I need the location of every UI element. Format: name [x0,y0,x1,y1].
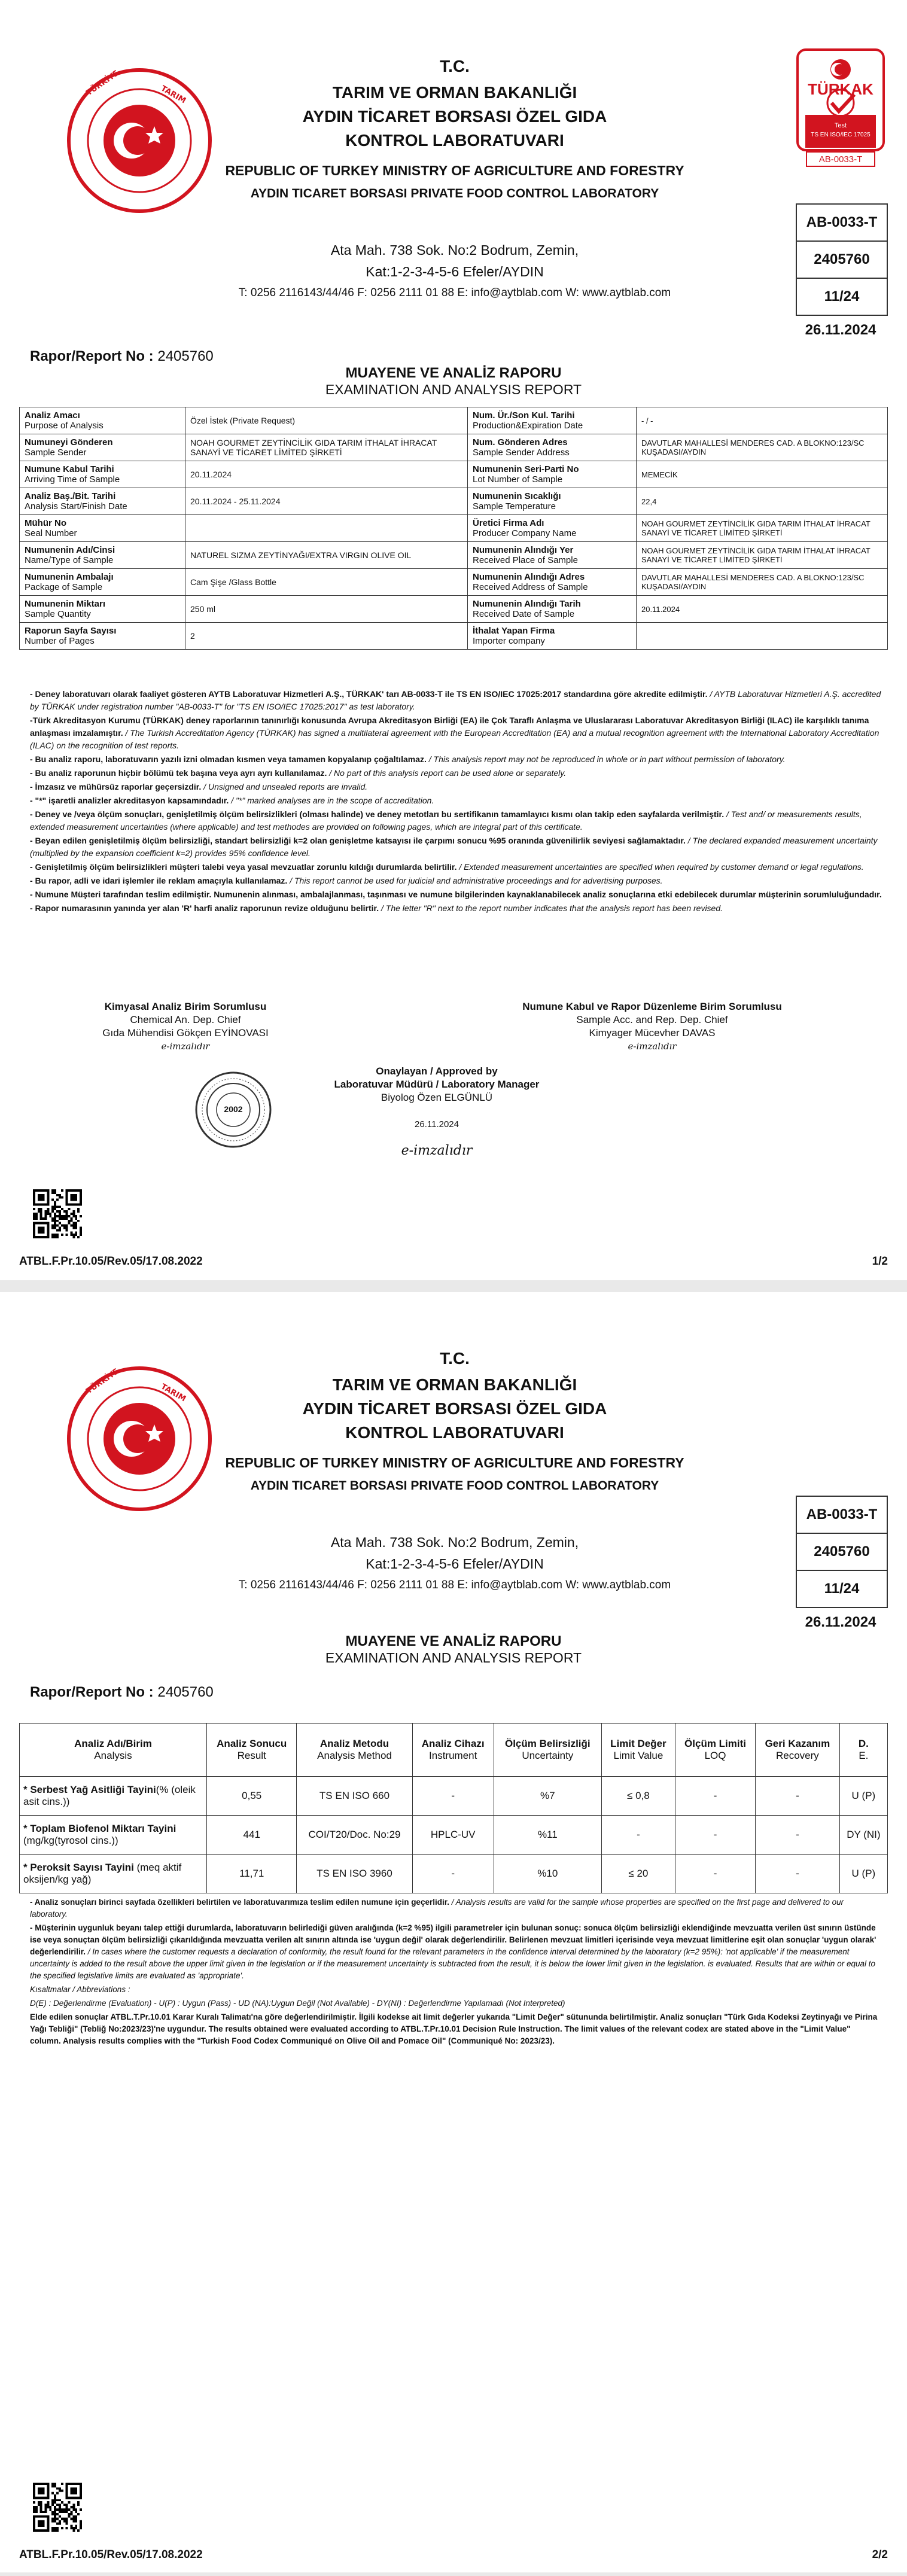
results-cell-limit: - [601,1816,675,1855]
qr-code-icon [33,2483,82,2532]
note-bold: - Rapor numarasının yanında yer alan 'R' harfi analiz raporunun revize olduğunu belirtir. [30,903,379,913]
info-value-right: 22,4 [637,488,888,515]
note-line [30,902,882,915]
note-italic: / Extended measurement uncertainties are specified when required by customer demand or legal regulations. [456,862,864,872]
turkak-code: AB-0033-T [818,154,863,165]
footer-page-number: 1/2 [872,1255,888,1268]
report-page-2 [0,1292,907,2572]
info-label-tr: Numune Kabul Tarihi [25,464,114,474]
report-code: 2405760 [797,1534,887,1571]
results-cell-loq: - [675,1777,755,1816]
note-bold: - "*" işaretli analizler akreditasyon kapsamındadır. [30,796,229,805]
header-lab-tr: KONTROL LABORATUVARI [345,131,564,150]
results-header [675,1724,755,1777]
info-label-right [468,623,637,650]
note-bold: - Beyan edilen genişletilmiş ölçüm belirsizliği, standart belirsizliği k=2 olan genişletme katsayısı ile çarpımı sonucu %95 oranında güvenilirlik seviyesi sağlamaktadır. [30,836,686,845]
report-code: 2405760 [797,242,887,279]
info-row [20,569,888,596]
info-value-right: NOAH GOURMET ZEYTİNCİLİK GIDA TARIM İTHALAT İHRACAT SANAYİ VE TİCARET LİMİTED ŞİRKETİ [637,515,888,542]
note-line [30,794,882,807]
info-row [20,407,888,434]
note-italic: / Analysis results are valid for the sample whose properties are specified on the first page and delivered to our laboratory. [30,1898,844,1919]
info-value-right: 20.11.2024 [637,596,888,623]
header-exchange-tr: AYDIN TİCARET BORSASI ÖZEL GIDA [302,107,607,126]
turkak-sub2: TS EN ISO/IEC 17025 [811,132,871,138]
results-header-en: Analysis Method [317,1750,392,1761]
note-italic: / No part of this analysis report can be used alone or separately. [327,768,567,778]
chem-sub: Chemical An. Dep. Chief [130,1014,241,1025]
info-label [20,542,185,569]
info-label-right-en: Received Place of Sample [473,555,578,565]
results-cell-unc: %11 [494,1816,601,1855]
sample-info-table [19,407,888,650]
note-line [30,808,882,833]
results-cell-rec: - [756,1777,840,1816]
accept-name: Kimyager Mücevher DAVAS [589,1027,716,1039]
results-header-en: LOQ [704,1750,726,1761]
note-line [30,767,882,780]
results-header-tr: Ölçüm Belirsizliği [504,1738,591,1749]
chem-signature [96,1000,275,1053]
address-line-1: Ata Mah. 738 Sok. No:2 Bodrum, Zemin, [330,242,579,258]
results-note-line [30,2011,882,2047]
info-label-en: Sample Quantity [25,609,91,619]
chem-title: Kimyasal Analiz Birim Sorumlusu [104,1001,267,1012]
stamp-year: 2002 [224,1104,243,1114]
approval-signature [317,1065,556,1158]
note-italic: / In cases where the customer requests a declaration of conformity, the result found for the relevant parameters in the confidence interval determined by the laboratory (k=2 95%): 'not applicable' if the measurement uncertainty is added to the result above the upper limit given in the legislation or if the measurement uncertainty is subtracted from the result, it is below the lower limit given in the legislation. is evaluated. Results that are within or equal to the specified legislative limits are evaluated as 'appropriate'. [30,1947,875,1980]
report-number [30,348,214,365]
info-label-en: Seal Number [25,528,77,538]
accept-signature [497,1000,808,1053]
info-label-right [468,407,637,434]
results-header [207,1724,297,1777]
analysis-name [20,1777,207,1816]
info-label-en: Sample Sender [25,447,87,458]
info-label [20,596,185,623]
info-label-tr: Numunenin Ambalajı [25,572,114,582]
results-cell-limit: ≤ 0,8 [601,1777,675,1816]
info-label-right-en: Producer Company Name [473,528,577,538]
info-label-right-tr: Numunenin Seri-Parti No [473,464,579,474]
note-bold: - Numune Müşteri tarafından teslim edilmiştir. Numunenin alınması, ambalajlanması, taşınması ve numune bilgilerinden kaynaklanabilecek analiz sonuçlarına etki edebilecek durumlar müşterinin sorumluluğundadır. [30,890,882,899]
results-cell-de: U (P) [839,1855,887,1893]
results-cell-method: COI/T20/Doc. No:29 [297,1816,412,1855]
results-note-line [30,1922,882,1982]
svg-text:TÜRKİYE: TÜRKİYE [84,1367,121,1396]
info-label-right-en: Received Address of Sample [473,582,588,592]
info-label-en: Purpose of Analysis [25,421,104,431]
header-exchange-tr: AYDIN TİCARET BORSASI ÖZEL GIDA [302,1399,607,1418]
info-value-right: - / - [637,407,888,434]
analysis-name-bold: * Peroksit Sayısı Tayini [23,1862,134,1873]
info-label-right-tr: Num. Ür./Son Kul. Tarihi [473,410,575,421]
info-label-tr: Mühür No [25,518,66,528]
results-cell-result: 0,55 [207,1777,297,1816]
report-number-label: Rapor/Report No : [30,1684,154,1700]
info-row [20,596,888,623]
note-italic: / The Turkish Accreditation Agency (TÜRKAK) has signed a multilateral agreement with the European Accreditation (EA) and a mutual recognition agreement with the International Laboratory Accreditation (ILAC) on the recognition of test reports. [30,728,879,750]
note-italic: / This report cannot be used for judicial and administrative proceedings and for advertising purposes. [287,876,663,885]
info-label-tr: Numuneyi Gönderen [25,437,113,447]
address-line-2: Kat:1-2-3-4-5-6 Efeler/AYDIN [366,1556,544,1572]
info-value-right: NOAH GOURMET ZEYTİNCİLİK GIDA TARIM İTHALAT İHRACAT SANAYİ VE TİCARET LİMİTED ŞİRKETİ [637,542,888,569]
info-value-right: DAVUTLAR MAHALLESİ MENDERES CAD. A BLOKNO:123/SC KUŞADASI/AYDIN [637,434,888,461]
accept-esign: e-imzalıdır [628,1041,677,1052]
header-lab-en: AYDIN TICARET BORSASI PRIVATE FOOD CONTROL LABORATORY [250,187,659,200]
chem-name: Gıda Mühendisi Gökçen EYİNOVASI [102,1027,269,1039]
info-label-right-tr: Numunenin Sıcaklığı [473,491,561,501]
report-number-label: Rapor/Report No : [30,348,154,364]
info-label-right [468,542,637,569]
info-label-right-en: Sample Temperature [473,501,556,511]
note-bold: - Deney ve /veya ölçüm sonuçları, genişletilmiş ölçüm belirsizlikleri (olması halinde) ve deney metotları bu sertifikanın tamamlayıcı kısmı olan takip eden sayfalarda verilmiştir. [30,809,725,819]
info-label [20,407,185,434]
results-header [839,1724,887,1777]
svg-text:TÜRKİYE: TÜRKİYE [84,69,121,98]
note-line [30,753,882,766]
results-header-tr: Geri Kazanım [765,1738,830,1749]
analysis-unit: (meq aktif oksijen/kg yağ) [23,1862,182,1885]
note-bold: Elde edilen sonuçlar ATBL.T.Pr.10.01 Karar Kuralı Talimatı'na göre değerlendirilmiştir. İlgili kodekse ait limit değerler yukarıda "Limit Değer" sütununda belirtilmiştir. Analiz sonuçları "Türk Gıda Kodeksi Zeytinyağı ve Pirina Yağı Tebliği" (Tebliğ No:2023/23)'ne uygundur. The results obtained were evaluated according to ATBL.T.Pr.10.01 Decision Rule Instruction. The limit values of the relevant codex are stated above in the "Limit Value" column. Analysis results complies with the "Turkish Food Codex Communiqué on Olive Oil and Pomace Oil" (Communiqué No: 2023/23). [30,2012,878,2045]
info-label [20,461,185,488]
info-label [20,515,185,542]
report-code-box [796,203,888,316]
results-header-tr: Analiz Sonucu [217,1738,287,1749]
report-title [0,1633,907,1666]
info-value: Özel İstek (Private Request) [185,407,468,434]
report-title-tr: MUAYENE VE ANALİZ RAPORU [345,1633,562,1649]
turkak-title: TÜRKAK [808,80,873,98]
note-bold: - Analiz sonuçları birinci sayfada özellikleri belirtilen ve laboratuvarımıza teslim edilen numune için geçerlidir. [30,1898,449,1907]
info-label-tr: Analiz Baş./Bit. Tarihi [25,491,116,501]
results-header-tr: Limit Değer [610,1738,666,1749]
info-label-right-en: Sample Sender Address [473,447,570,458]
info-label-en: Analysis Start/Finish Date [25,501,127,511]
info-label-right [468,569,637,596]
results-row [20,1777,888,1816]
results-cell-rec: - [756,1816,840,1855]
note-bold: - Bu rapor, adli ve idari işlemler ile reklam amaçıyla kullanılamaz. [30,876,288,885]
note-italic: / Unsigned and unsealed reports are invalid. [201,782,368,791]
note-italic: / The declared expanded measurement uncertainty (multiplied by the expansion coefficient k=2) provides 95% confidence level. [30,836,878,858]
info-value: 20.11.2024 - 25.11.2024 [185,488,468,515]
info-row [20,623,888,650]
address-line-2: Kat:1-2-3-4-5-6 Efeler/AYDIN [366,264,544,279]
info-value: NOAH GOURMET ZEYTİNCİLİK GIDA TARIM İTHALAT İHRACAT SANAYİ VE TİCARET LİMİTED ŞİRKETİ [185,434,468,461]
header-lab-tr: KONTROL LABORATUVARI [345,1423,564,1442]
report-page-1 [0,0,907,1280]
accreditation-code: AB-0033-T [797,1497,887,1534]
results-note-line [30,1896,882,1920]
svg-text:TARIM: TARIM [159,84,188,106]
note-line [30,835,882,860]
accreditation-notes [30,688,882,916]
note-italic: / The letter "R" next to the report number indicates that the analysis report has been revised. [379,903,723,913]
info-label [20,488,185,515]
results-cell-instrument: - [412,1855,494,1893]
info-row [20,461,888,488]
note-italic: / Test and/ or measurements results, extended measurement uncertainties (where applicable) and test methodes are provided on following pages, which are integral part of this certificate. [30,809,862,832]
note-italic: / "*" marked analyses are in the scope of accreditation. [229,796,434,805]
results-header-en: Uncertainty [522,1750,574,1761]
note-bold: - Genişletilmiş ölçüm belirsizlikleri müşteri talebi veya yasal mevzuatlar zorunlu kıldığı durumlarda belirtilir. [30,862,457,872]
results-row [20,1816,888,1855]
report-title [0,365,907,398]
info-label-right-en: Production&Expiration Date [473,421,583,431]
qr-code-icon [33,1189,82,1238]
results-header [297,1724,412,1777]
report-date: 26.11.2024 [805,1614,876,1630]
info-label-right-en: Importer company [473,636,545,646]
results-cell-result: 441 [207,1816,297,1855]
analysis-unit: (% (oleik asit cins.)) [23,1784,196,1807]
svg-text:TARIM: TARIM [159,1382,188,1404]
ministry-emblem-icon [65,66,214,215]
header-tc: T.C. [440,1349,470,1368]
info-label-right-en: Lot Number of Sample [473,474,563,485]
info-row [20,542,888,569]
info-value-right: MEMECİK [637,461,888,488]
results-cell-unc: %7 [494,1777,601,1816]
report-title-tr: MUAYENE VE ANALİZ RAPORU [345,365,562,381]
approved-sub: Laboratuvar Müdürü / Laboratory Manager [334,1079,540,1090]
results-note-line [30,1998,882,2009]
info-row [20,515,888,542]
note-line [30,875,882,887]
info-label-right-en: Received Date of Sample [473,609,575,619]
info-label-right [468,515,637,542]
results-header [756,1724,840,1777]
header-ministry-tr: TARIM VE ORMAN BAKANLIĞI [332,1375,577,1394]
results-cell-de: U (P) [839,1777,887,1816]
results-header [601,1724,675,1777]
note-italic: Kısaltmalar / Abbreviations : [30,1985,130,1994]
results-header [20,1724,207,1777]
approved-esign: e-imzalıdır [401,1143,473,1158]
results-header [412,1724,494,1777]
info-label-en: Name/Type of Sample [25,555,114,565]
results-cell-loq: - [675,1816,755,1855]
header-tr [215,1373,694,1445]
note-bold: - Deney laboratuvarı olarak faaliyet gösteren AYTB Laboratuvar Hizmetleri A.Ş., TÜRKAK' tarı AB-0033-T ile TS EN ISO/IEC 17025:2017 standardına göre akredite edilmiştir. [30,689,708,699]
ministry-emblem-icon [65,1364,214,1514]
info-label-en: Number of Pages [25,636,95,646]
report-number-value: 2405760 [157,348,214,364]
info-label-en: Package of Sample [25,582,103,592]
footer-page-number: 2/2 [872,2548,888,2561]
results-cell-limit: ≤ 20 [601,1855,675,1893]
accept-sub: Sample Acc. and Rep. Dep. Chief [576,1014,728,1025]
info-label-right [468,461,637,488]
footer-form-code: ATBL.F.Pr.10.05/Rev.05/17.08.2022 [19,1255,203,1268]
note-line [30,888,882,901]
note-bold: - Müşterinin uygunluk beyanı talep ettiği durumlarda, laboratuvarın belirlediği güven aralığında (k=2 %95) ilgili parametreler için bulunan sonuç: sonuca ölçüm belirsizliği eklendiğinde mevzuatta verilen üst sınırın üstünde ise veya sonuçtan ölçüm belirsizliği çıkarıldığında mevzuatta verilen alt sınırın altında ise 'uygun değil' olarak değerlendirilir. Belirlenen mevzuat limitleri içerisinde veya mevzuat limitlerine eşit olan sonuçlar 'uygun olarak' değerlendirilir. [30,1923,876,1956]
info-label-right-tr: Num. Gönderen Adres [473,437,568,447]
report-code-box [796,1496,888,1608]
contact-line: T: 0256 2116143/44/46 F: 0256 2111 01 88 E: info@aytblab.com W: www.aytblab.com [238,1579,671,1591]
results-cell-loq: - [675,1855,755,1893]
approved-name: Biyolog Özen ELGÜNLÜ [381,1092,493,1103]
results-header-tr: D. [858,1738,869,1749]
results-row [20,1855,888,1893]
accreditation-code: AB-0033-T [797,205,887,242]
turkak-sub1: Test [834,122,847,129]
header-tc: T.C. [440,57,470,75]
report-date: 26.11.2024 [805,322,876,338]
accept-title: Numune Kabul ve Rapor Düzenleme Birim Sorumlusu [522,1001,782,1012]
info-label-tr: Analiz Amacı [25,410,80,421]
results-cell-de: DY (NI) [839,1816,887,1855]
note-line [30,714,882,752]
note-italic: / AYTB Laboratuvar Hizmetleri A.Ş. accredited by TÜRKAK under registration number "AB-0033-T" for "TS EN ISO/IEC 17025:2017" as test laboratory. [30,689,881,711]
analysis-name [20,1855,207,1893]
report-number-value: 2405760 [157,1684,214,1700]
info-row [20,434,888,461]
info-value: NATUREL SIZMA ZEYTİNYAĞI/EXTRA VIRGIN OLIVE OIL [185,542,468,569]
results-header-en: Recovery [776,1750,819,1761]
info-value: 2 [185,623,468,650]
results-cell-rec: - [756,1855,840,1893]
header-ministry-en: REPUBLIC OF TURKEY MINISTRY OF AGRICULTURE AND FORESTRY [225,163,684,178]
info-value: 250 ml [185,596,468,623]
analysis-unit: (mg/kg(tyrosol cins.)) [23,1835,118,1846]
results-header-en: E. [859,1750,869,1761]
info-value: 20.11.2024 [185,461,468,488]
results-cell-instrument: - [412,1777,494,1816]
info-label-right-tr: İthalat Yapan Firma [473,626,555,636]
info-value [185,515,468,542]
revision: 11/24 [824,1581,860,1597]
results-header-en: Result [237,1750,266,1761]
info-label-right-tr: Üretici Firma Adı [473,518,544,528]
info-label [20,434,185,461]
info-label-right-tr: Numunenin Alındığı Tarih [473,599,581,609]
info-label-right-tr: Numunenin Alındığı Yer [473,545,574,555]
results-cell-unc: %10 [494,1855,601,1893]
note-line [30,688,882,713]
results-header-tr: Analiz Cihazı [421,1738,485,1749]
results-cell-instrument: HPLC-UV [412,1816,494,1855]
results-cell-result: 11,71 [207,1855,297,1893]
header-lab-en: AYDIN TICARET BORSASI PRIVATE FOOD CONTROL LABORATORY [250,1479,659,1493]
header-tr [215,81,694,153]
results-table [19,1723,888,1893]
note-italic: / This analysis report may not be reproduced in whole or in part without permission of laboratory. [426,754,786,764]
results-header-tr: Analiz Metodu [319,1738,389,1749]
footer-form-code: ATBL.F.Pr.10.05/Rev.05/17.08.2022 [19,2548,203,2561]
lab-address [215,239,694,304]
note-bold: - Bu analiz raporunun hiçbir bölümü tek başına veya ayrı ayrı kullanılamaz. [30,768,327,778]
header-ministry-tr: TARIM VE ORMAN BAKANLIĞI [332,83,577,102]
note-line [30,781,882,793]
info-label-tr: Numunenin Miktarı [25,599,106,609]
report-title-en: EXAMINATION AND ANALYSIS REPORT [325,1650,582,1665]
info-label [20,623,185,650]
info-label-right [468,596,637,623]
approved-date: 26.11.2024 [415,1119,459,1129]
note-bold: - İmzasız ve mühürsüz raporlar geçersizdir. [30,782,202,791]
info-label-right [468,434,637,461]
report-title-en: EXAMINATION AND ANALYSIS REPORT [325,382,582,397]
results-note-line [30,1984,882,1996]
analysis-name [20,1816,207,1855]
lab-address [215,1531,694,1596]
info-label-tr: Raporun Sayfa Sayısı [25,626,117,636]
info-label-right-tr: Numunenin Alındığı Adres [473,572,585,582]
revision: 11/24 [824,288,860,305]
results-header-tr: Ölçüm Limiti [684,1738,747,1749]
header-ministry-en: REPUBLIC OF TURKEY MINISTRY OF AGRICULTURE AND FORESTRY [225,1455,684,1470]
note-line [30,861,882,873]
note-italic: D(E) : Değerlendirme (Evaluation) - U(P) : Uygun (Pass) - UD (NA):Uygun Değil (Not Available) - DY(NI) : Değerlendirme Yapılamadı (Not Interpreted) [30,1999,565,2008]
turkak-logo [796,48,885,173]
approved-title: Onaylayan / Approved by [376,1065,498,1077]
report-number [30,1684,214,1701]
contact-line: T: 0256 2116143/44/46 F: 0256 2111 01 88 E: info@aytblab.com W: www.aytblab.com [238,287,671,299]
analysis-name-bold: * Toplam Biofenol Miktarı Tayini [23,1823,176,1834]
analysis-name-bold: * Serbest Yağ Asitliği Tayini [23,1784,156,1795]
results-cell-method: TS EN ISO 660 [297,1777,412,1816]
results-header-en: Instrument [429,1750,477,1761]
results-header [494,1724,601,1777]
info-label [20,569,185,596]
info-label-right [468,488,637,515]
info-label-tr: Numunenin Adı/Cinsi [25,545,115,555]
results-header-en: Limit Value [613,1750,663,1761]
info-row [20,488,888,515]
results-cell-method: TS EN ISO 3960 [297,1855,412,1893]
results-header-en: Analysis [94,1750,132,1761]
info-value-right [637,623,888,650]
note-bold: - Bu analiz raporu, laboratuvarın yazılı izni olmadan kısmen veya tamamen kopyalanıp çoğaltılamaz. [30,754,427,764]
chem-esign: e-imzalıdır [161,1041,210,1052]
info-value: Cam Şişe /Glass Bottle [185,569,468,596]
results-header-tr: Analiz Adı/Birim [74,1738,152,1749]
info-value-right: DAVUTLAR MAHALLESİ MENDERES CAD. A BLOKNO:123/SC KUŞADASI/AYDIN [637,569,888,596]
results-notes [30,1896,882,2049]
info-label-en: Arriving Time of Sample [25,474,120,485]
note-bold: -Türk Akreditasyon Kurumu (TÜRKAK) deney raporlarının tanınırlığı konusunda Avrupa Akreditasyon Birliği (EA) ile Çok Taraflı Anlaşma ve Uluslararası Laboratuvar Akreditasyon Birliği (ILAC) ile karşılıklı tanıma anlaşması imzalamıştır. [30,715,869,738]
address-line-1: Ata Mah. 738 Sok. No:2 Bodrum, Zemin, [330,1534,579,1550]
